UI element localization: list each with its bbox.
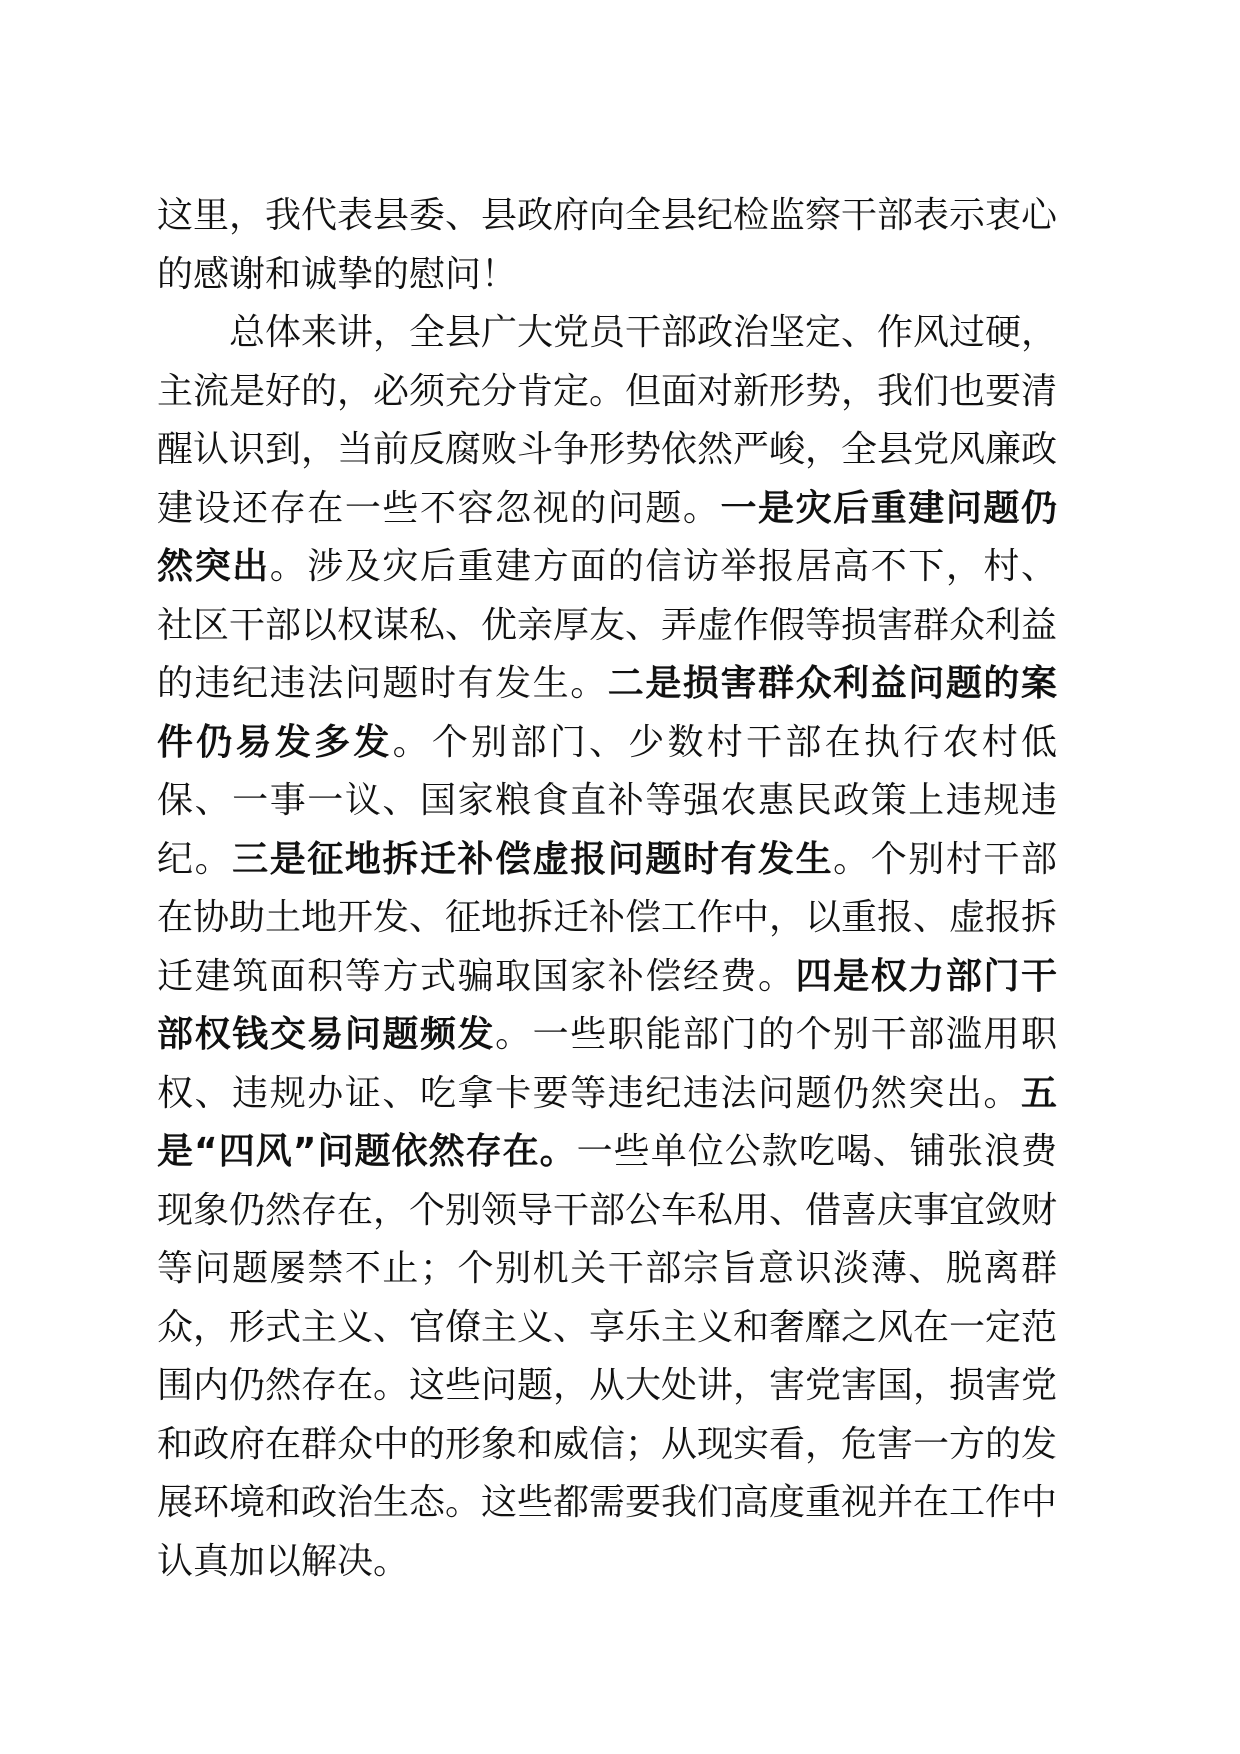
bold-heading-3: 三是征地拆迁补偿虚报问题时有发生 [232,838,834,880]
text-segment: 。个别村干部在协助土地开发、征地拆迁补偿工作中，以重报、虚报拆迁建筑面积等方式骗取国家补偿经费。 [157,838,1058,997]
text-segment: 一些单位公款吃喝、铺张浪费现象仍然存在，个别领导干部公车私用、借喜庆事宜敛财等问题屡禁不止；个别机关干部宗旨意识淡薄、脱离群众，形式主义、官僚主义、享乐主义和奢靡之风在一定范围内仍然存在。这些问题，从大处讲，害党害国，损害党和政府在群众中的形象和威信；从现实看，危害一方的发展环境和政治生态。这些都需要我们高度重视并在工作中认真加以解决。 [157,1131,1058,1582]
bold-heading-2: 二是损害群众利益问题的案件仍易发多发 [157,663,1057,763]
text-segment: 。个别部门、少数村干部在执行农村低保、一事一议、国家粮食直补等强农惠民政策上违规违纪。 [157,721,1057,880]
paragraph-1 [157,187,1057,304]
text-segment: 。涉及灾后重建方面的信访举报居高不下，村、社区干部以权谋私、优亲厚友、弄虚作假等损害群众利益的违纪违法问题时有发生。 [157,546,1058,704]
paragraph-2 [157,304,1057,1591]
text-segment: 这里，我代表县委、县政府向全县纪检监察干部表示衷心的感谢和诚挚的慰问！ [157,195,1058,295]
bold-heading-4: 四是权力部门干部权钱交易问题频发 [157,955,1057,1055]
text-segment: 。一些职能部门的个别干部滥用职权、违规办证、吃拿卡要等违纪违法问题仍然突出。 [157,1014,1057,1114]
bold-heading-1: 一是灾后重建问题仍然突出 [157,487,1057,587]
text-segment: 总体来讲，全县广大党员干部政治坚定、作风过硬，主流是好的，必须充分肯定。但面对新形势，我们也要清醒认识到，当前反腐败斗争形势依然严峻，全县党风廉政建设还存在一些不容忽视的问题。 [157,312,1058,529]
body-text [157,187,1057,1591]
bold-heading-5: 五是“四风”问题依然存在。 [157,1072,1057,1172]
